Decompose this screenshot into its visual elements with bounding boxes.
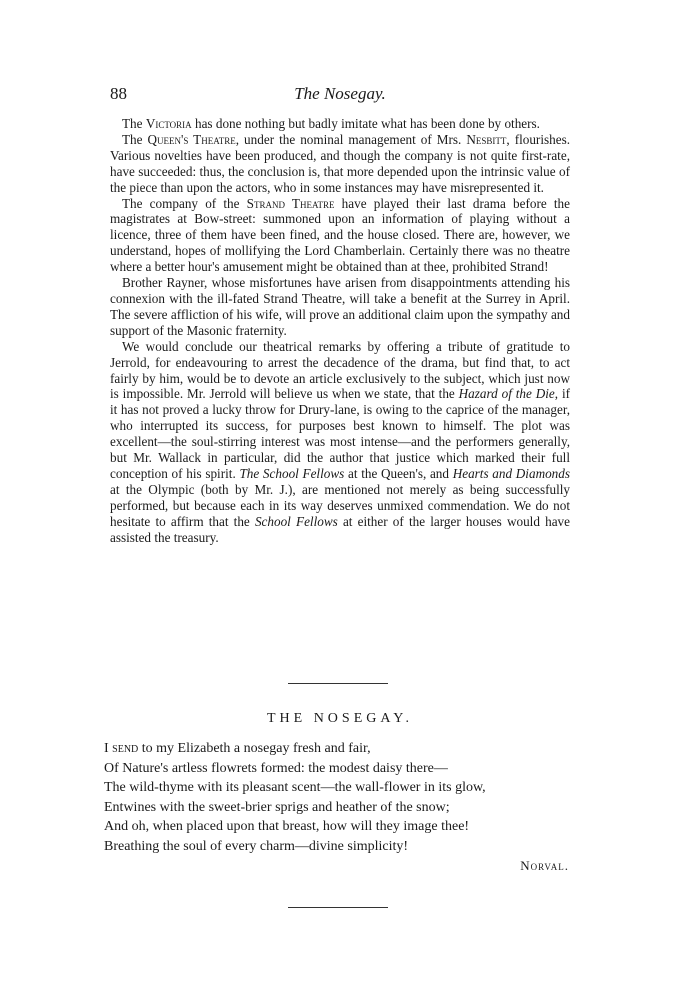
- running-title: The Nosegay.: [294, 84, 386, 103]
- section-divider: [288, 907, 388, 908]
- play-title: Hearts and Diamonds: [452, 465, 571, 481]
- paragraph-queens-theatre: The Queen's Theatre, under the nominal management of Mrs. Nesbitt, flourishes. Various novelties have been produced, and though the company is not quite first-rate, have succeeded: thus, the conclusion is, that more depended upon the intrinsic value of the piece than upon the actors, who in some instances may have misrepresented it.: [110, 131, 571, 195]
- theatre-name: Victoria: [145, 116, 192, 131]
- poem-line: The wild-thyme with its pleasant scent—the wall-flower in its glow,: [104, 780, 486, 795]
- paragraph-brother-rayner: Brother Rayner, whose misfortunes have arisen from disappointments attending his connexion with the ill-fated Strand Theatre, will take a benefit at the Surrey in April. The severe affliction of his wife, will prove an additional claim upon the sympathy and support of the Masonic fraternity.: [110, 275, 570, 338]
- poem-opening-word: I send: [104, 741, 139, 756]
- poem-line: I send to my Elizabeth a nosegay fresh and fair,: [104, 741, 371, 756]
- play-title: School Fellows: [254, 513, 338, 529]
- poem-line: And oh, when placed upon that breast, how will they image thee!: [104, 819, 470, 834]
- poem-line: Of Nature's artless flowrets formed: the modest daisy there—: [104, 760, 448, 776]
- poem-body: [104, 739, 574, 856]
- theatre-name: Strand Theatre: [246, 195, 335, 211]
- poem-signature: Norval.: [520, 858, 569, 873]
- paragraph-jerrold: We would conclude our theatrical remarks by offering a tribute of gratitude to Jerrold, for endeavouring to arrest the decadence of the drama, but find that, to act fairly by him, would be to devote an article exclusively to the subject, which just now is impossible. Mr. Jerrold will believe us when we state, that the Hazard of the Die, if it has not proved a lucky throw for Drury-lane, is owing to the caprice of the manager, who interrupted its success, for purposes best known to himself. The plot was excellent—the soul-stirring interest was most intense—and the performers generally, but Mr. Wallack in particular, did the author that justice which marked their full conception of his spirit. The School Fellows at the Queen's, and Hearts and Diamonds at the Olympic (both by Mr. J.), are mentioned not merely as being successfully performed, but because each in its way deserves unmixed commendation. We do not hesitate to affirm that the School Fellows at either of the larger houses would have assisted the treasury.: [110, 338, 571, 545]
- play-title: Hazard of the Die: [458, 386, 555, 402]
- section-divider: [288, 683, 388, 684]
- paragraph-victoria: The Victoria has done nothing but badly imitate what has been done by others.: [122, 116, 540, 131]
- theatre-name: Queen's Theatre: [147, 131, 236, 147]
- poem-title: THE NOSEGAY.: [266, 711, 413, 726]
- manager-name: Nesbitt: [466, 131, 507, 147]
- page-header: [110, 84, 570, 108]
- paragraph-strand-theatre: The company of the Strand Theatre have played their last drama before the magistrates at Bow-street: summoned upon an information of playing without a licence, three of them have been fined, and the house closed. There are, however, we understand, hopes of mollifying the Lord Chamberlain. Certainly there was no theatre where a better hour's amusement might be obtained than at thee, prohibited Strand!: [110, 195, 570, 275]
- poem-line: Breathing the soul of every charm—divine simplicity!: [104, 838, 409, 854]
- page-number: 88: [110, 84, 127, 103]
- theatre-article: [110, 116, 570, 545]
- play-title: The School Fellows: [239, 465, 345, 481]
- poem-line: Entwines with the sweet-brier sprigs and heather of the snow;: [104, 799, 450, 815]
